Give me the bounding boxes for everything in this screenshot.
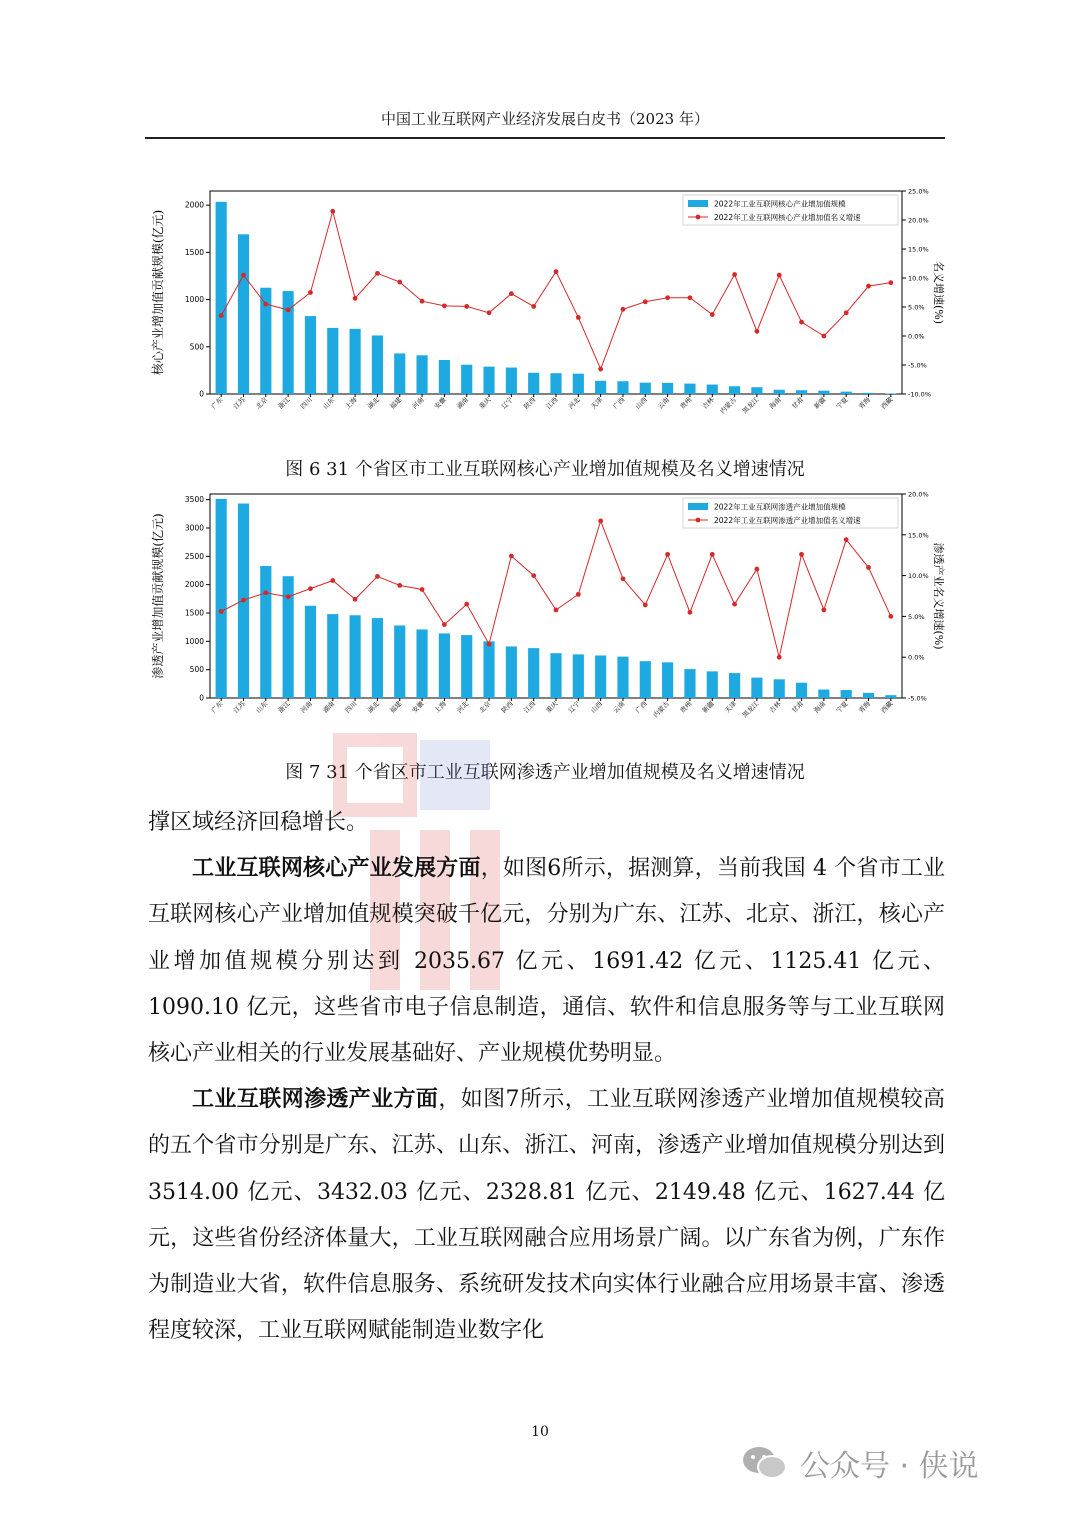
fig7-ytick-label: 500 [189,665,204,675]
fig6-legend-bar-swatch [688,200,708,207]
fig7-bar [439,633,450,698]
fig7-ytick-label: 2000 [184,580,204,590]
fig7-y2tick-label: 20.0% [908,490,929,499]
fig6-growth-point [263,302,268,307]
fig7-bar [528,648,539,698]
fig7-growth-point [509,554,514,559]
fig6-growth-point [598,367,603,372]
fig6-xtick-label: 天津 [589,395,605,411]
fig6-bar [216,202,227,394]
fig6-xtick-label: 湖北 [365,395,381,411]
fig7-bar [796,683,807,698]
fig6-growth-point [576,315,581,320]
paragraph-2 [148,1077,945,1354]
fig7-growth-point [755,567,760,572]
fig6-xtick-label: 山东 [321,395,337,411]
fig6-ylabel: 核心产业增加值贡献规模(亿元) [151,209,165,376]
fig7-growth-point [732,602,737,607]
fig7-growth-point [464,602,469,607]
fig7-growth-point [531,573,536,578]
fig7-xtick-label: 陕西 [499,699,515,715]
fig6-xtick-label: 云南 [656,395,672,411]
fig6-growth-point [308,290,313,295]
fig7-xtick-label: 湖南 [321,699,337,715]
fig6-xtick-label: 广东 [209,395,225,411]
watermark-text: 公众号 · 侠说 [800,1449,979,1484]
fig7-bar [729,673,740,698]
fig6-ytick-label: 0 [199,389,204,399]
fig6-growth-point [397,280,402,285]
fig6-xtick-label: 北京 [254,395,270,411]
fig7-y2tick-label: -5.0% [908,694,927,703]
fig7-growth-point [665,552,670,557]
fig6-bar [617,381,628,394]
fig6-y2tick-label: -10.0% [908,390,931,399]
fig6-growth-point [241,273,246,278]
fig7-xtick-label: 山东 [254,699,270,715]
fig6-bar [483,367,494,394]
fig7-xtick-label: 海南 [812,699,828,715]
fig6-xtick-label: 辽宁 [499,395,515,411]
fig6-bar [461,365,472,394]
figure-6-caption: 图 6 31 个省区市工业互联网核心产业增加值规模及名义增速情况 [285,459,805,480]
paragraph-2-lead: 工业互联网渗透产业方面 [192,1087,439,1113]
fig6-bar [573,374,584,394]
fig7-ylabel: 渗透产业增加值贡献规模(亿元) [151,513,165,679]
page-number: 10 [531,1424,549,1440]
fig6-growth-point [866,284,871,289]
fig6-growth-point [509,291,514,296]
fig6-y2tick-label: 10.0% [908,274,929,283]
fig6-xtick-label: 重庆 [477,395,493,411]
fig6-growth-point [665,295,670,300]
fig7-bar [416,629,427,698]
fig7-xtick-label: 上海 [432,699,448,715]
fig6-bar [439,360,450,394]
fig6-growth-point [710,312,715,317]
fig7-xtick-label: 山西 [589,699,605,715]
fig6-bar [595,381,606,394]
fig7-bar [461,635,472,698]
fig6-xtick-label: 河北 [566,395,582,411]
fig7-bar [327,614,338,698]
fig6-xtick-label: 湖南 [455,395,471,411]
fig6-bar [416,355,427,394]
fig6-growth-point [487,310,492,315]
fig6-growth-point [755,329,760,334]
fig6-y2tick-label: 15.0% [908,245,929,254]
fig7-bar [305,606,316,698]
fig7-xtick-label: 云南 [611,699,627,715]
fig7-bar [595,656,606,699]
fig7-bar [751,678,762,698]
fig6-growth-point [621,307,626,312]
fig7-ytick-label: 3500 [184,495,204,505]
fig7-bar [774,679,785,698]
fig7-growth-point [397,583,402,588]
fig7-growth-point [375,574,380,579]
fig7-xtick-label: 甘肃 [790,699,805,715]
wechat-watermark [740,1441,979,1485]
fig6-y2tick-label: 0.0% [908,332,925,341]
fig7-growth-point [442,622,447,627]
fig6-bar [707,385,718,394]
fig7-growth-point [688,610,693,615]
figure-7-caption: 图 7 31 个省区市工业互联网渗透产业增加值规模及名义增速情况 [285,762,805,783]
fig6-y2tick-label: 20.0% [908,216,929,225]
fig6-xtick-label: 西藏 [879,395,895,411]
fig7-bar [640,661,651,698]
fig7-bar [885,695,896,698]
fig6-growth-point [219,313,224,318]
fig6-bar [238,234,249,394]
fig6-ytick-label: 1000 [184,295,204,305]
fig6-bar [550,373,561,394]
fig7-y2tick-label: 5.0% [908,612,925,621]
paragraph-1 [148,846,945,1077]
fig6-xtick-label: 黑龙江 [740,395,761,416]
fig7-bar [260,566,271,698]
fig7-growth-point [330,578,335,583]
paragraph-1-lead: 工业互联网核心产业发展方面 [192,856,481,882]
fig6-xtick-label: 青海 [857,395,872,411]
fig6-xtick-label: 江苏 [232,395,247,411]
fig6-xtick-label: 海南 [767,395,783,411]
fig7-growth-point [420,587,425,592]
fig7-bar [818,690,829,699]
fig6-bar [796,390,807,394]
fig7-growth-point [219,609,224,614]
fig7-bar [841,690,852,698]
fig7-ytick-label: 1000 [184,636,204,646]
fig6-xtick-label: 四川 [299,395,314,411]
fig7-xtick-label: 黑龙江 [740,699,761,720]
header-rule [145,137,945,139]
fig6-growth-point [286,308,291,313]
fig7-xtick-label: 北京 [477,699,493,715]
fig6-growth-point [643,299,648,304]
fig7-growth-line [221,521,891,657]
fig7-xtick-label: 浙江 [276,699,292,715]
fig6-growth-point [330,209,335,214]
fig6-growth-point [732,272,737,277]
fig6-legend-line-label: 2022年工业互联网核心产业增加值名义增速 [714,213,861,222]
fig6-xtick-label: 广西 [611,395,627,411]
fig7-growth-point [241,598,246,603]
fig7-bar [216,499,227,698]
fig7-growth-point [710,552,715,557]
figure-7-chart [140,488,945,724]
fig7-xtick-label: 河北 [455,699,471,715]
fig7-bar [684,669,695,698]
running-header: 中国工业互联网产业经济发展白皮书（2023 年） [381,110,709,128]
fig7-bar [394,625,405,698]
fig6-bar [751,387,762,394]
fig7-growth-point [621,576,626,581]
fig6-growth-point [554,269,559,274]
fig7-growth-point [799,552,804,557]
fig7-bar [662,662,673,698]
fig7-bar [573,654,584,698]
fig7-xtick-label: 广东 [209,699,225,715]
fig7-legend-line-marker [696,518,701,523]
fig6-xtick-label: 宁夏 [834,395,850,411]
fig7-bar [350,615,361,698]
fig6-bar [662,383,673,394]
fig7-xtick-label: 西藏 [879,699,895,715]
fig6-bar [350,329,361,394]
fig6-xtick-label: 浙江 [276,395,292,411]
fig7-xtick-label: 重庆 [544,699,560,715]
fig6-xtick-label: 福建 [388,395,404,411]
fig6-growth-point [688,295,693,300]
fig7-xtick-label: 吉林 [767,699,783,715]
fig7-xtick-label: 贵州 [678,699,694,715]
fig7-growth-point [353,597,358,602]
fig6-bar [684,384,695,394]
fig7-xtick-label: 湖北 [365,699,381,715]
fig6-xtick-label: 山西 [633,395,649,411]
paragraph-1-text: ，如图6所示，据测算，当前我国 4 个省市工业互联网核心产业增加值规模突破千亿元，分别为广东、江苏、北京、浙江，核心产业增加值规模分别达到 2035.67 亿元、1691.42 亿元、1125.41 亿元、1090.10 亿元，这些省市电子信息制造，通信、软件和信息服务等与工业互联网核心产业相关的行业发展基础好、产业规模优势明显。 [148,856,945,1067]
fig6-xtick-label: 吉林 [700,395,716,411]
fig7-growth-point [487,642,492,647]
fig7-bar [863,693,874,698]
fig7-bar [506,646,517,698]
fig7-y2tick-label: 15.0% [908,531,929,540]
fig7-xtick-label: 青海 [857,699,872,715]
fig7-ytick-label: 3000 [184,523,204,533]
fig7-y2label: 渗透产业名义增速(%) [932,542,945,650]
fig6-growth-point [375,271,380,276]
fig6-legend-bar-label: 2022年工业互联网核心产业增加值规模 [714,199,846,209]
fig6-bar [818,391,829,394]
fig6-bar [729,386,740,394]
fig7-xtick-label: 内蒙古 [651,699,672,720]
fig6-bar [506,368,517,394]
fig6-ytick-label: 500 [189,342,204,352]
fig7-bar [372,618,383,698]
fig7-xtick-label: 江西 [522,699,538,715]
fig6-growth-point [888,280,893,285]
fig7-xtick-label: 安徽 [410,699,426,715]
fig7-growth-point [286,594,291,599]
fig6-xtick-label: 新疆 [812,395,828,411]
fig6-ytick-label: 2000 [184,200,204,210]
fig7-growth-point [777,655,782,660]
fig6-growth-point [844,310,849,315]
fig7-legend-bar-label: 2022年工业互联网渗透产业增加值规模 [714,502,846,512]
paragraph-0: 撑区域经济回稳增长。 [148,810,369,835]
fig7-growth-point [821,607,826,612]
fig7-xtick-label: 河南 [299,699,314,715]
fig7-growth-point [844,537,849,542]
fig7-growth-point [598,519,603,524]
fig6-legend-line-marker [696,215,701,220]
fig7-xtick-label: 广西 [633,699,649,715]
fig6-bar [394,353,405,394]
fig6-xtick-label: 安徽 [432,395,448,411]
fig6-growth-point [420,299,425,304]
fig6-xtick-label: 贵州 [678,395,694,411]
fig6-growth-point [353,296,358,301]
fig7-xtick-label: 新疆 [700,699,716,715]
fig7-xtick-label: 辽宁 [566,699,582,715]
fig7-growth-point [888,614,893,619]
fig7-growth-point [554,607,559,612]
fig6-growth-point [821,334,826,339]
fig6-xtick-label: 内蒙古 [718,395,738,416]
fig6-bar [841,392,852,394]
fig7-growth-point [576,592,581,597]
fig6-growth-point [464,304,469,309]
fig7-growth-point [866,565,871,570]
fig6-bar [863,393,874,394]
wechat-icon [740,1443,790,1483]
fig7-xtick-label: 宁夏 [834,699,850,715]
fig7-bar [550,653,561,698]
fig7-xtick-label: 四川 [343,699,359,715]
paragraph-2-text: ，如图7所示，工业互联网渗透产业增加值规模较高的五个省市分别是广东、江苏、山东、浙江、河南，渗透产业增加值规模分别达到 3514.00 亿元、3432.03 亿元、2328.81 亿元、2149.48 亿元、1627.44 亿元，这些省份经济体量大，工业互联网融合应用场景广阔。以广东省为例，广东作为制造业大省，软件信息服务、系统研发技术向实体行业融合应用场景丰富、渗透程度较深，工业互联网赋能制造业数字化 [148,1087,945,1344]
fig7-ytick-label: 1500 [184,608,204,618]
fig6-growth-point [799,320,804,325]
fig7-bar [707,671,718,698]
fig6-y2label: 名义增速(%) [932,260,945,325]
fig6-xtick-label: 陕西 [522,395,538,411]
fig7-legend-line-label: 2022年工业互联网渗透产业增加值名义增速 [714,516,861,525]
body-text [148,800,945,1354]
fig6-bar [372,335,383,394]
fig6-bar [774,390,785,394]
fig6-bar [640,383,651,394]
fig6-growth-point [442,303,447,308]
fig7-xtick-label: 福建 [388,699,404,715]
fig6-ytick-label: 1500 [184,247,204,257]
fig6-growth-point [777,273,782,278]
fig7-bar [617,657,628,698]
fig7-growth-point [263,590,268,595]
figure-6-chart [140,185,945,420]
fig6-xtick-label: 河南 [410,395,426,411]
fig6-growth-point [531,304,536,309]
fig6-bar [305,316,316,394]
fig7-y2tick-label: 0.0% [908,653,925,662]
fig6-bar [327,328,338,394]
fig7-y2tick-label: 10.0% [908,572,929,581]
fig6-y2tick-label: 25.0% [908,187,929,196]
fig6-xtick-label: 江西 [544,395,560,411]
fig6-xtick-label: 甘肃 [790,395,805,411]
fig6-y2tick-label: -5.0% [908,361,927,370]
fig7-growth-point [643,603,648,608]
fig6-xtick-label: 上海 [343,395,359,411]
fig7-bar [483,641,494,698]
fig6-y2tick-label: 5.0% [908,303,925,312]
fig7-growth-point [308,586,313,591]
fig7-legend-bar-swatch [688,503,708,510]
fig7-ytick-label: 0 [199,693,204,703]
fig6-bar [528,373,539,394]
fig7-xtick-label: 江苏 [232,699,247,715]
fig6-growth-line [221,211,891,369]
fig7-xtick-label: 天津 [723,699,738,715]
fig7-ytick-label: 2500 [184,551,204,561]
